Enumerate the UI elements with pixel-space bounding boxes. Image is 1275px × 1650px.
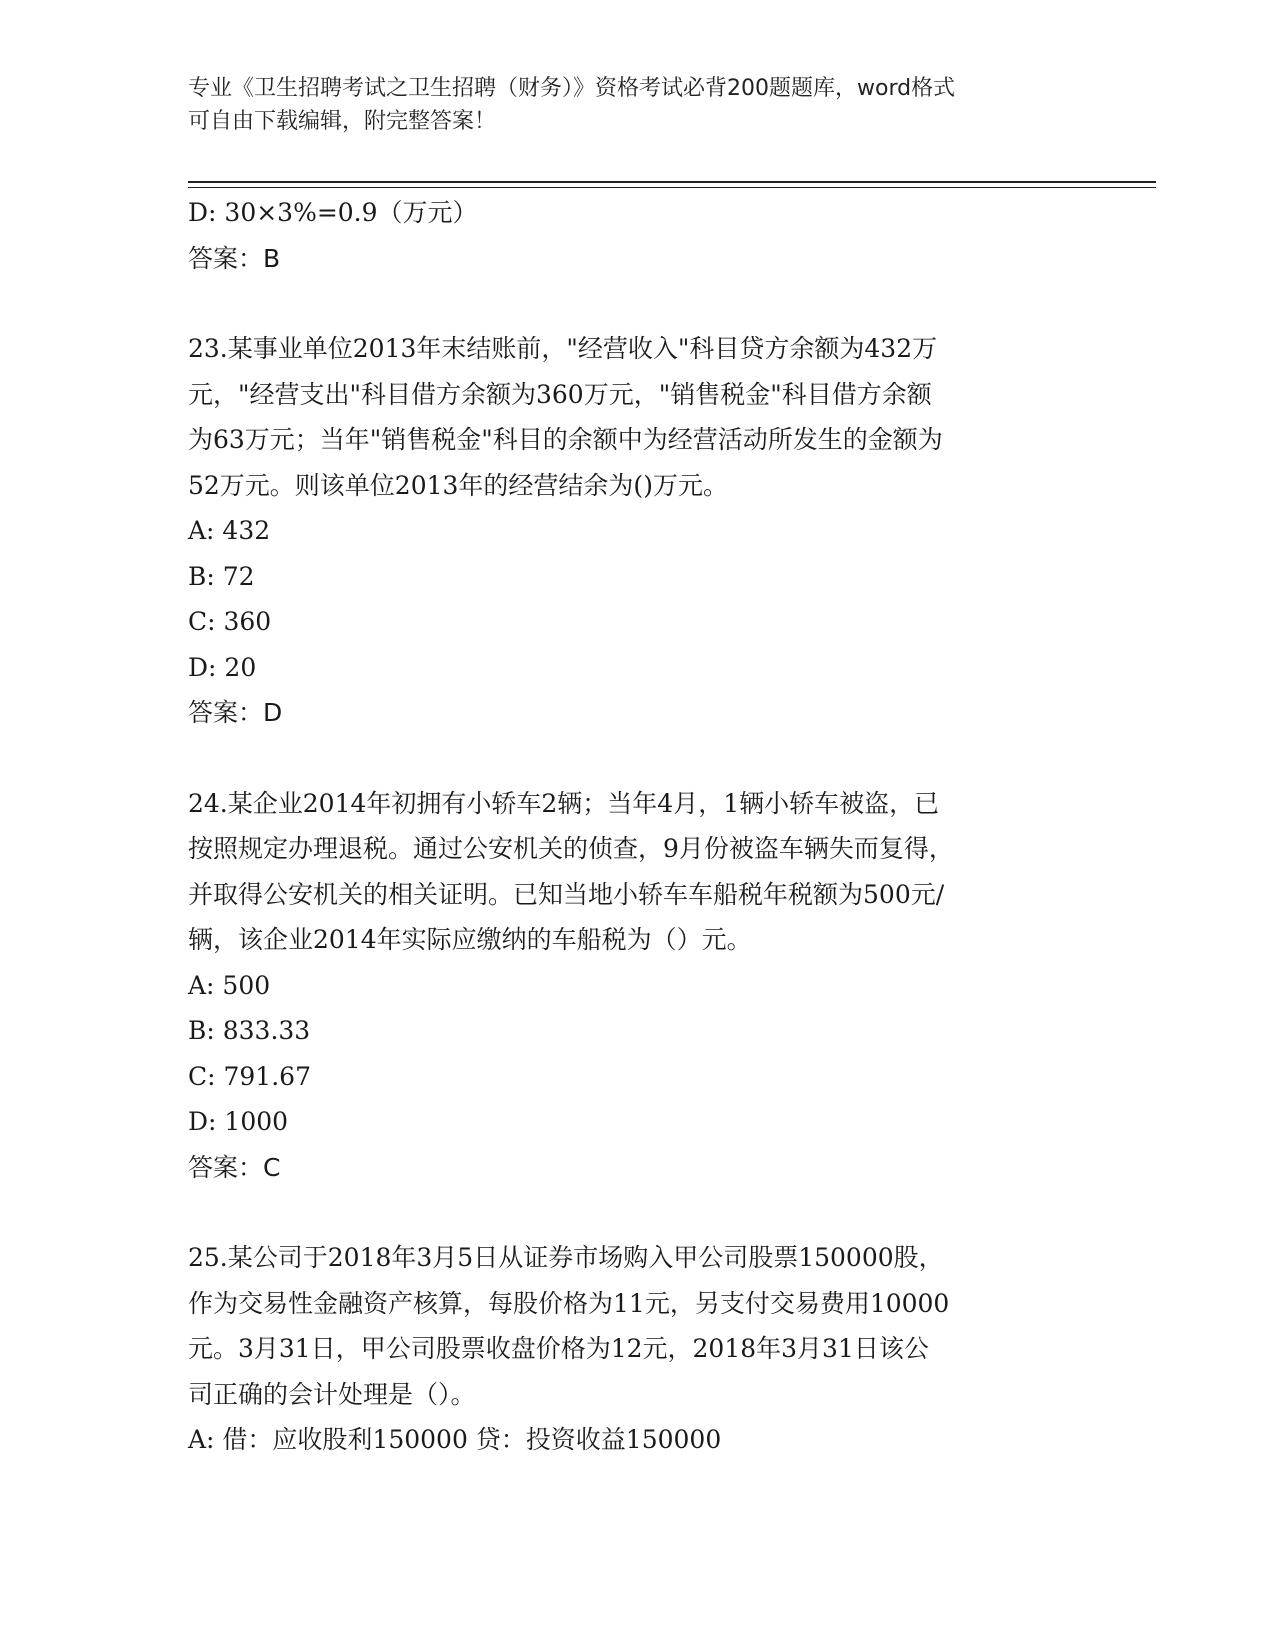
document-header <box>188 72 1068 138</box>
answer-line: 答案：C <box>188 1152 281 1182</box>
option-d: D: 20 <box>188 652 257 682</box>
option-b: B: 833.33 <box>188 1016 311 1045</box>
question-text-line: 25.某公司于2018年3月5日从证券市场购入甲公司股票150000股， <box>188 1243 944 1272</box>
answer-line: 答案：D <box>188 698 283 727</box>
question-text-line: 并取得公安机关的相关证明。已知当地小轿车车船税年税额为500元/ <box>188 879 945 909</box>
question-text-line: 辆，该企业2014年实际应缴纳的车船税为（）元。 <box>188 925 752 954</box>
question-23 <box>188 326 1088 736</box>
question-text-line: 为63万元；当年"销售税金"科目的余额中为经营活动所发生的金额为 <box>188 425 943 454</box>
option-d: D: 1000 <box>188 1107 289 1136</box>
question-text-line: 元，"经营支出"科目借方余额为360万元，"销售税金"科目借方余额 <box>188 379 932 409</box>
question-text-line: 按照规定办理退税。通过公安机关的侦查，9月份被盗车辆失而复得， <box>188 834 954 863</box>
option-a: A: 500 <box>188 970 271 1000</box>
document-body <box>188 190 1088 1463</box>
question-24 <box>188 781 1088 1191</box>
question-text-line: 作为交易性金融资产核算，每股价格为11元，另支付交易费用10000 <box>188 1288 950 1318</box>
question-text-line: 52万元。则该单位2013年的经营结余为()万元。 <box>188 470 728 500</box>
header-divider-thick <box>188 181 1156 183</box>
question-22-tail <box>188 190 1088 281</box>
option-b: B: 72 <box>188 561 255 591</box>
question-25 <box>188 1235 1088 1463</box>
question-text-line: 23.某事业单位2013年末结账前，"经营收入"科目贷方余额为432万 <box>188 334 938 363</box>
option-c: C: 791.67 <box>188 1061 311 1091</box>
header-divider-thin <box>188 187 1156 188</box>
option-a: A: 借：应收股利150000 贷：投资收益150000 <box>188 1425 722 1454</box>
option-c: C: 360 <box>188 607 272 636</box>
question-text-line: 元。3月31日，甲公司股票收盘价格为12元，2018年3月31日该公 <box>188 1334 929 1363</box>
question-text-line: 司正确的会计处理是（）。 <box>188 1379 476 1409</box>
answer-line: 答案：B <box>188 243 281 273</box>
option-a: A: 432 <box>188 516 271 545</box>
option-d: D: 30×3%=0.9（万元） <box>188 198 478 227</box>
header-title-line-1: 专业《卫生招聘考试之卫生招聘（财务）》资格考试必背200题题库，word格式 <box>188 76 956 101</box>
question-text-line: 24.某企业2014年初拥有小轿车2辆；当年4月，1辆小轿车被盗，已 <box>188 788 940 818</box>
header-title-line-2: 可自由下载编辑，附完整答案！ <box>188 109 497 134</box>
